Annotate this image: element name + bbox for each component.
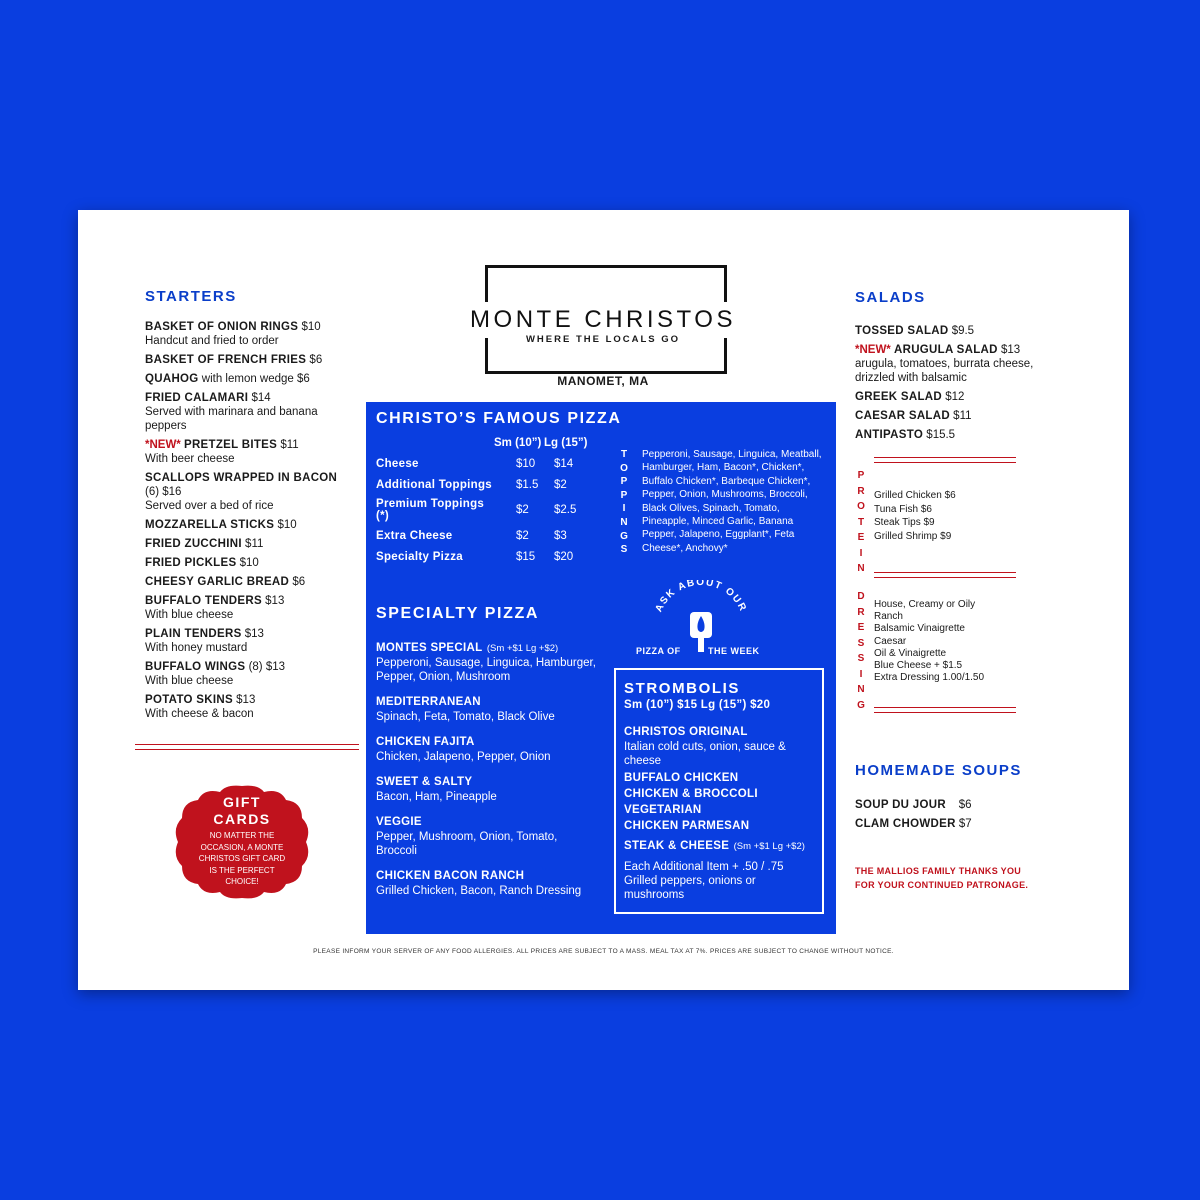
specialty-list [376,638,614,906]
pizza-of-the-week-badge [636,580,766,670]
list-item: TOSSED SALAD $9.5 [855,325,975,337]
list-item: CHICKEN BACON RANCH Grilled Chicken, Bacon, Ranch Dressing [376,870,582,897]
vertical-letter: D [857,591,865,602]
list-item: CHEESY GARLIC BREAD $6 [145,576,306,588]
potw-right-text: THE WEEK [708,646,760,656]
table-row: Additional Toppings $1.5 $2 [376,478,567,491]
list-item: CHRISTOS ORIGINAL Italian cold cuts, onion, sauce & cheese [624,726,786,767]
list-item: VEGGIE Pepper, Mushroom, Onion, Tomato, Broccoli [376,816,558,857]
vertical-letter: T [857,516,865,528]
gift-card-badge [172,782,312,902]
list-item: ANTIPASTO $15.5 [855,429,956,441]
list-item: CAESAR SALAD $11 [855,410,972,422]
starters-title: STARTERS [145,288,237,305]
vertical-letter: P [857,470,865,481]
list-item: Balsamic Vinaigrette [874,623,965,635]
list-item: Tuna Fish $6 [874,503,932,515]
vertical-letter: O [857,501,865,512]
vertical-letter: T [620,449,628,460]
soups-title: HOMEMADE SOUPS [855,762,1022,779]
starters-list [145,320,345,726]
list-item: Grilled Shrimp $9 [874,530,952,542]
list-item: BASKET OF FRENCH FRIES $6 [145,354,323,366]
list-item: SCALLOPS WRAPPED IN BACON (6) $16 Served over a bed of rice [145,472,338,512]
location: MANOMET, MA [557,374,649,388]
list-item: MONTES SPECIAL (Sm +$1 Lg +$2) Pepperoni, Sausage, Linguica, Hamburger, Pepper, Onion, Mushroom [376,642,596,683]
gift-text: NO MATTER THE OCCASION, A MONTE CHRISTOS GIFT CARD IS THE PERFECT CHOICE! [198,831,286,886]
vertical-letter: I [622,503,626,515]
list-item: House, Creamy or Oily [874,599,976,610]
restaurant-name: MONTE CHRISTOS [448,302,758,338]
thanks-note [855,864,1028,892]
table-row: Cheese $10 $14 [376,457,574,470]
divider [874,572,1016,578]
divider [874,457,1016,463]
pizza-panel [366,402,836,934]
strombolis-title: STROMBOLIS [624,680,740,697]
list-item: Grilled Chicken $6 [874,490,956,501]
gift-title-1: GIFT [223,794,261,810]
list-item: Steak Tips $9 [874,517,935,528]
list-item: STEAK & CHEESE (Sm +$1 Lg +$2) [624,840,805,852]
divider [874,707,1016,713]
list-item: VEGETARIAN [624,804,702,816]
table-row: Premium Toppings (*) $2 $2.5 [376,498,577,522]
list-item: GREEK SALAD $12 [855,391,965,403]
divider [135,744,359,750]
list-item: BUFFALO TENDERS $13 With blue cheese [145,595,285,621]
pizza-price-table [376,432,604,567]
vertical-letter: G [620,530,628,542]
list-item: CHICKEN PARMESAN [624,820,750,832]
vertical-letter: G [857,699,865,711]
potw-top-text: ASK ABOUT OUR [653,580,749,615]
list-item: Oil & Vinaigrette [874,647,947,659]
vertical-letter: R [857,606,865,618]
list-item: BUFFALO WINGS (8) $13 With blue cheese [145,661,286,687]
table-row: Specialty Pizza $15 $20 [376,550,574,563]
vertical-letter: N [857,684,865,695]
list-item: MEDITERRANEAN Spinach, Feta, Tomato, Black Olive [376,696,555,723]
list-item: QUAHOG with lemon wedge $6 [145,373,310,385]
vertical-letter: R [857,485,865,497]
specialty-title: SPECIALTY PIZZA [376,605,539,622]
soups-list [855,798,1055,836]
toppings-vertical-label [618,448,630,557]
list-item: PLAIN TENDERS $13 With honey mustard [145,628,264,654]
list-item: MOZZARELLA STICKS $10 [145,519,297,531]
pizza-peel-icon [636,580,766,670]
vertical-letter: P [620,489,628,501]
vertical-letter: E [857,622,865,633]
list-item: Caesar [874,635,907,647]
tagline: WHERE THE LOCALS GO [508,334,698,345]
list-item: SOUP DU JOUR $6 [855,799,972,811]
dressing-list [874,599,984,684]
vertical-letter: E [857,532,865,543]
gift-title-2: CARDS [213,811,271,827]
list-item: FRIED CALAMARI $14 Served with marinara and banana peppers [145,392,318,432]
vertical-letter: I [859,668,863,680]
dressing-vertical-label [855,589,867,713]
salads-title: SALADS [855,289,926,306]
list-item: *NEW* ARUGULA SALAD $13 arugula, tomatoes, burrata cheese, drizzled with balsamic [855,344,1034,384]
svg-text:ASK ABOUT OUR [653,580,748,614]
potw-left-text: PIZZA OF [636,646,681,656]
list-item: BUFFALO CHICKEN [624,772,739,784]
toppings-list: Pepperoni, Sausage, Linguica, Meatball, Hamburger, Ham, Bacon*, Chicken*, Buffalo Chicken*, Barbeque Chicken*, Pepper, Onion, Mushrooms, Broccoli, Black Olives, Spinach, Tomato, Pineapple, Minced Garlic, Banana Pepper, Jalapeno, Eggplant*, Feta Cheese*, Anchovy* [642,449,822,554]
list-item: FRIED PICKLES $10 [145,557,259,569]
list-item: CLAM CHOWDER $7 [855,818,972,830]
list-item: SWEET & SALTY Bacon, Ham, Pineapple [376,776,497,803]
protein-list [874,489,956,543]
list-item: Blue Cheese + $1.5 [874,660,963,672]
list-item: CHICKEN & BROCCOLI [624,788,758,800]
list-item: BASKET OF ONION RINGS $10 Handcut and fried to order [145,321,321,347]
list-item: Extra Dressing 1.00/1.50 [874,672,985,684]
salads-list [855,324,1070,447]
vertical-letter: S [620,544,628,556]
list-item: CHICKEN FAJITA Chicken, Jalapeno, Pepper, Onion [376,736,551,763]
vertical-letter: S [857,637,865,649]
col-sm: Sm (10”) [494,436,542,449]
vertical-letter: P [620,476,628,488]
vertical-letter: N [620,516,628,528]
strombolis-box [614,668,824,914]
new-badge: *NEW* [145,439,181,451]
protein-vertical-label [855,468,867,577]
pizza-title: CHRISTO’S FAMOUS PIZZA [376,410,622,427]
list-item: FRIED ZUCCHINI $11 [145,538,264,550]
vertical-letter: S [857,653,865,664]
list-item: *NEW* PRETZEL BITES $11 With beer cheese [145,439,299,465]
strombolis-list [624,722,816,902]
strombolis-extra: Each Additional Item + .50 / .75 Grilled peppers, onions or mushrooms [624,861,784,901]
list-item: POTATO SKINS $13 With cheese & bacon [145,694,256,720]
strombolis-prices: Sm (10”) $15 Lg (15”) $20 [624,699,771,711]
col-lg: Lg (15”) [544,436,588,449]
vertical-letter: N [857,563,865,574]
list-item: Ranch [874,611,903,623]
thanks-line-2: FOR YOUR CONTINUED PATRONAGE. [855,880,1029,890]
vertical-letter: O [620,462,628,474]
table-row: Extra Cheese $2 $3 [376,529,567,542]
footer-disclaimer: PLEASE INFORM YOUR SERVER OF ANY FOOD ALLERGIES. ALL PRICES ARE SUBJECT TO A MASS. MEAL TAX AT 7%. PRICES ARE SUBJECT TO CHANGE WITHOUT NOTICE. [313,948,894,955]
vertical-letter: I [859,547,863,559]
new-badge: *NEW* [855,344,891,356]
menu-sheet [78,210,1129,990]
thanks-line-1: THE MALLIOS FAMILY THANKS YOU [855,866,1022,876]
